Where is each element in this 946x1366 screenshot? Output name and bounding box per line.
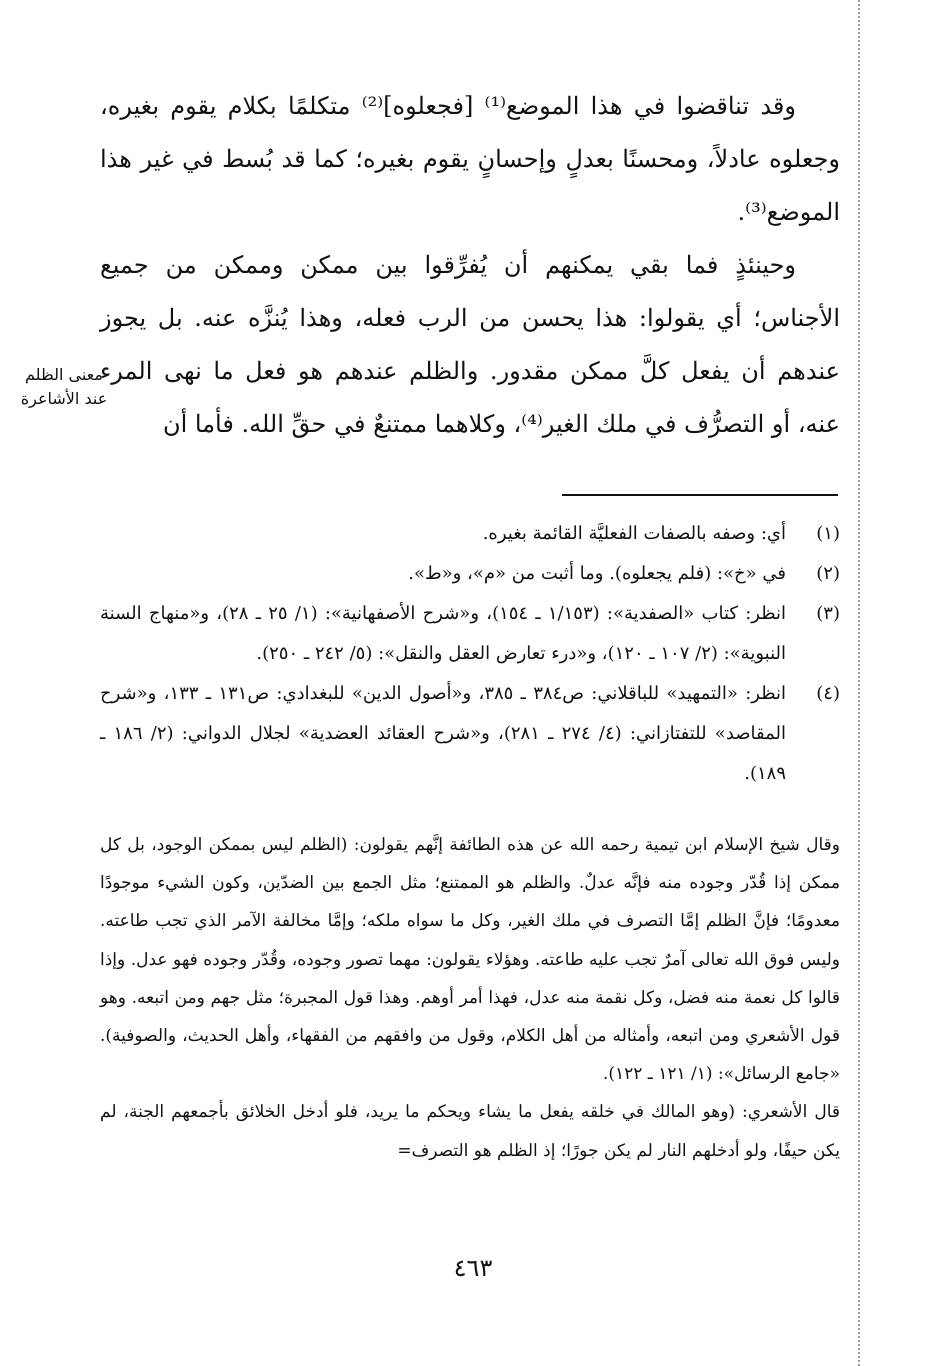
footnote-number: (٣) <box>816 603 840 624</box>
footnote-extra-paragraph: قال الأشعري: (وهو المالك في خلقه يفعل ما يشاء ويحكم ما يريد، فلو أدخل الخلائق بأجمعهم الجنة، لم يكن حيفًا، ولو أدخلهم النار لم يكن جورًا؛ إذ الظلم هو التصرف= <box>100 1102 840 1161</box>
footnote-2 <box>100 554 840 594</box>
margin-note: معنى الظلم عند الأشاعرة <box>20 365 108 408</box>
paragraph-2: وحينئذٍ فما بقي يمكنهم أن يُفرِّقوا بين ممكن وممكن من جميع الأجناس؛ أي يقولوا: هذا يحسن من الرب فعله، وهذا يُنزَّه عنه. بل يجوز عندهم أن يفعل كلَّ ممكن مقدور. والظلم عندهم هو فعل ما نهى المرء عنه، أو التصرُّف في ملك الغير⁽⁴⁾، وكلاهما ممتنعٌ في حقِّ الله. فأما أن <box>100 251 840 438</box>
footnote-separator <box>562 494 838 496</box>
footnote-3 <box>100 594 840 674</box>
footnote-continuation <box>100 826 840 1170</box>
footnote-text: انظر: «التمهيد» للباقلاني: ص٣٨٤ ـ ٣٨٥، و«أصول الدين» للبغدادي: ص١٣١ ـ ١٣٣، و«شرح المقاصد» للتفتازاني: (٤/ ٢٧٤ ـ ٢٨١)، و«شرح العقائد العضدية» لجلال الدواني: (٢/ ١٨٦ ـ ١٨٩). <box>100 683 787 784</box>
footnote-text: في «خ»: (فلم يجعلوه). وما أثبت من «م»، و«ط». <box>408 563 786 584</box>
main-text <box>100 80 840 451</box>
footnote-number: (١) <box>816 523 840 544</box>
paragraph-1: وقد تناقضوا في هذا الموضع⁽¹⁾ [فجعلوه]⁽²⁾ متكلمًا بكلام يقوم بغيره، وجعلوه عادلاً، ومحسنًا بعدلٍ وإحسانٍ يقوم بغيره؛ كما قد بُسط في غير هذا الموضع⁽³⁾. <box>100 92 840 226</box>
footnote-text: انظر: كتاب «الصفدية»: (١/١٥٣ ـ ١٥٤)، و«شرح الأصفهانية»: (١/ ٢٥ ـ ٢٨)، و«منهاج السنة النبوية»: (٢/ ١٠٧ ـ ١٢٠)، و«درء تعارض العقل والنقل»: (٥/ ٢٤٢ ـ ٢٥٠). <box>100 603 786 664</box>
margin-dotted-line <box>858 0 860 1366</box>
footnote-1 <box>100 514 840 554</box>
footnote-number: (٢) <box>816 563 840 584</box>
footnote-text: أي: وصفه بالصفات الفعليَّة القائمة بغيره. <box>482 523 786 544</box>
footnote-extra-paragraph: وقال شيخ الإسلام ابن تيمية رحمه الله عن هذه الطائفة إنَّهم يقولون: (الظلم ليس بممكن الوجود، بل كل ممكن إذا قُدّر وجوده منه فإنَّه عدلٌ. والظلم هو الممتنع؛ مثل الجمع بين الضدّين، وكون الشيء موجودًا معدومًا؛ فإنَّ الظلم إمَّا التصرف في ملك الغير، وكل ما سواه ملكه؛ وإمَّا مخالفة الآمر الذي تجب طاعته. وليس فوق الله تعالى آمرٌ تجب عليه طاعته. وهؤلاء يقولون: مهما تصور وجوده، وقُدّر وجوده فهو عدل. وإذا قالوا كل نعمة منه فضل، وكل نقمة منه عدل، فهذا أمر أوهم. وهذا قول المجبرة؛ مثل جهم ومن اتبعه. وهو قول الأشعري ومن اتبعه، وأمثاله من أهل الكلام، وقول من وافقهم من الفقهاء، وأهل الحديث، والصوفية). «جامع الرسائل»: (١/ ١٢١ ـ ١٢٢). <box>100 835 841 1085</box>
footnotes <box>100 514 840 794</box>
footnote-4 <box>100 674 840 794</box>
footnote-number: (٤) <box>816 683 840 704</box>
page-number: ٤٦٣ <box>453 1254 493 1282</box>
